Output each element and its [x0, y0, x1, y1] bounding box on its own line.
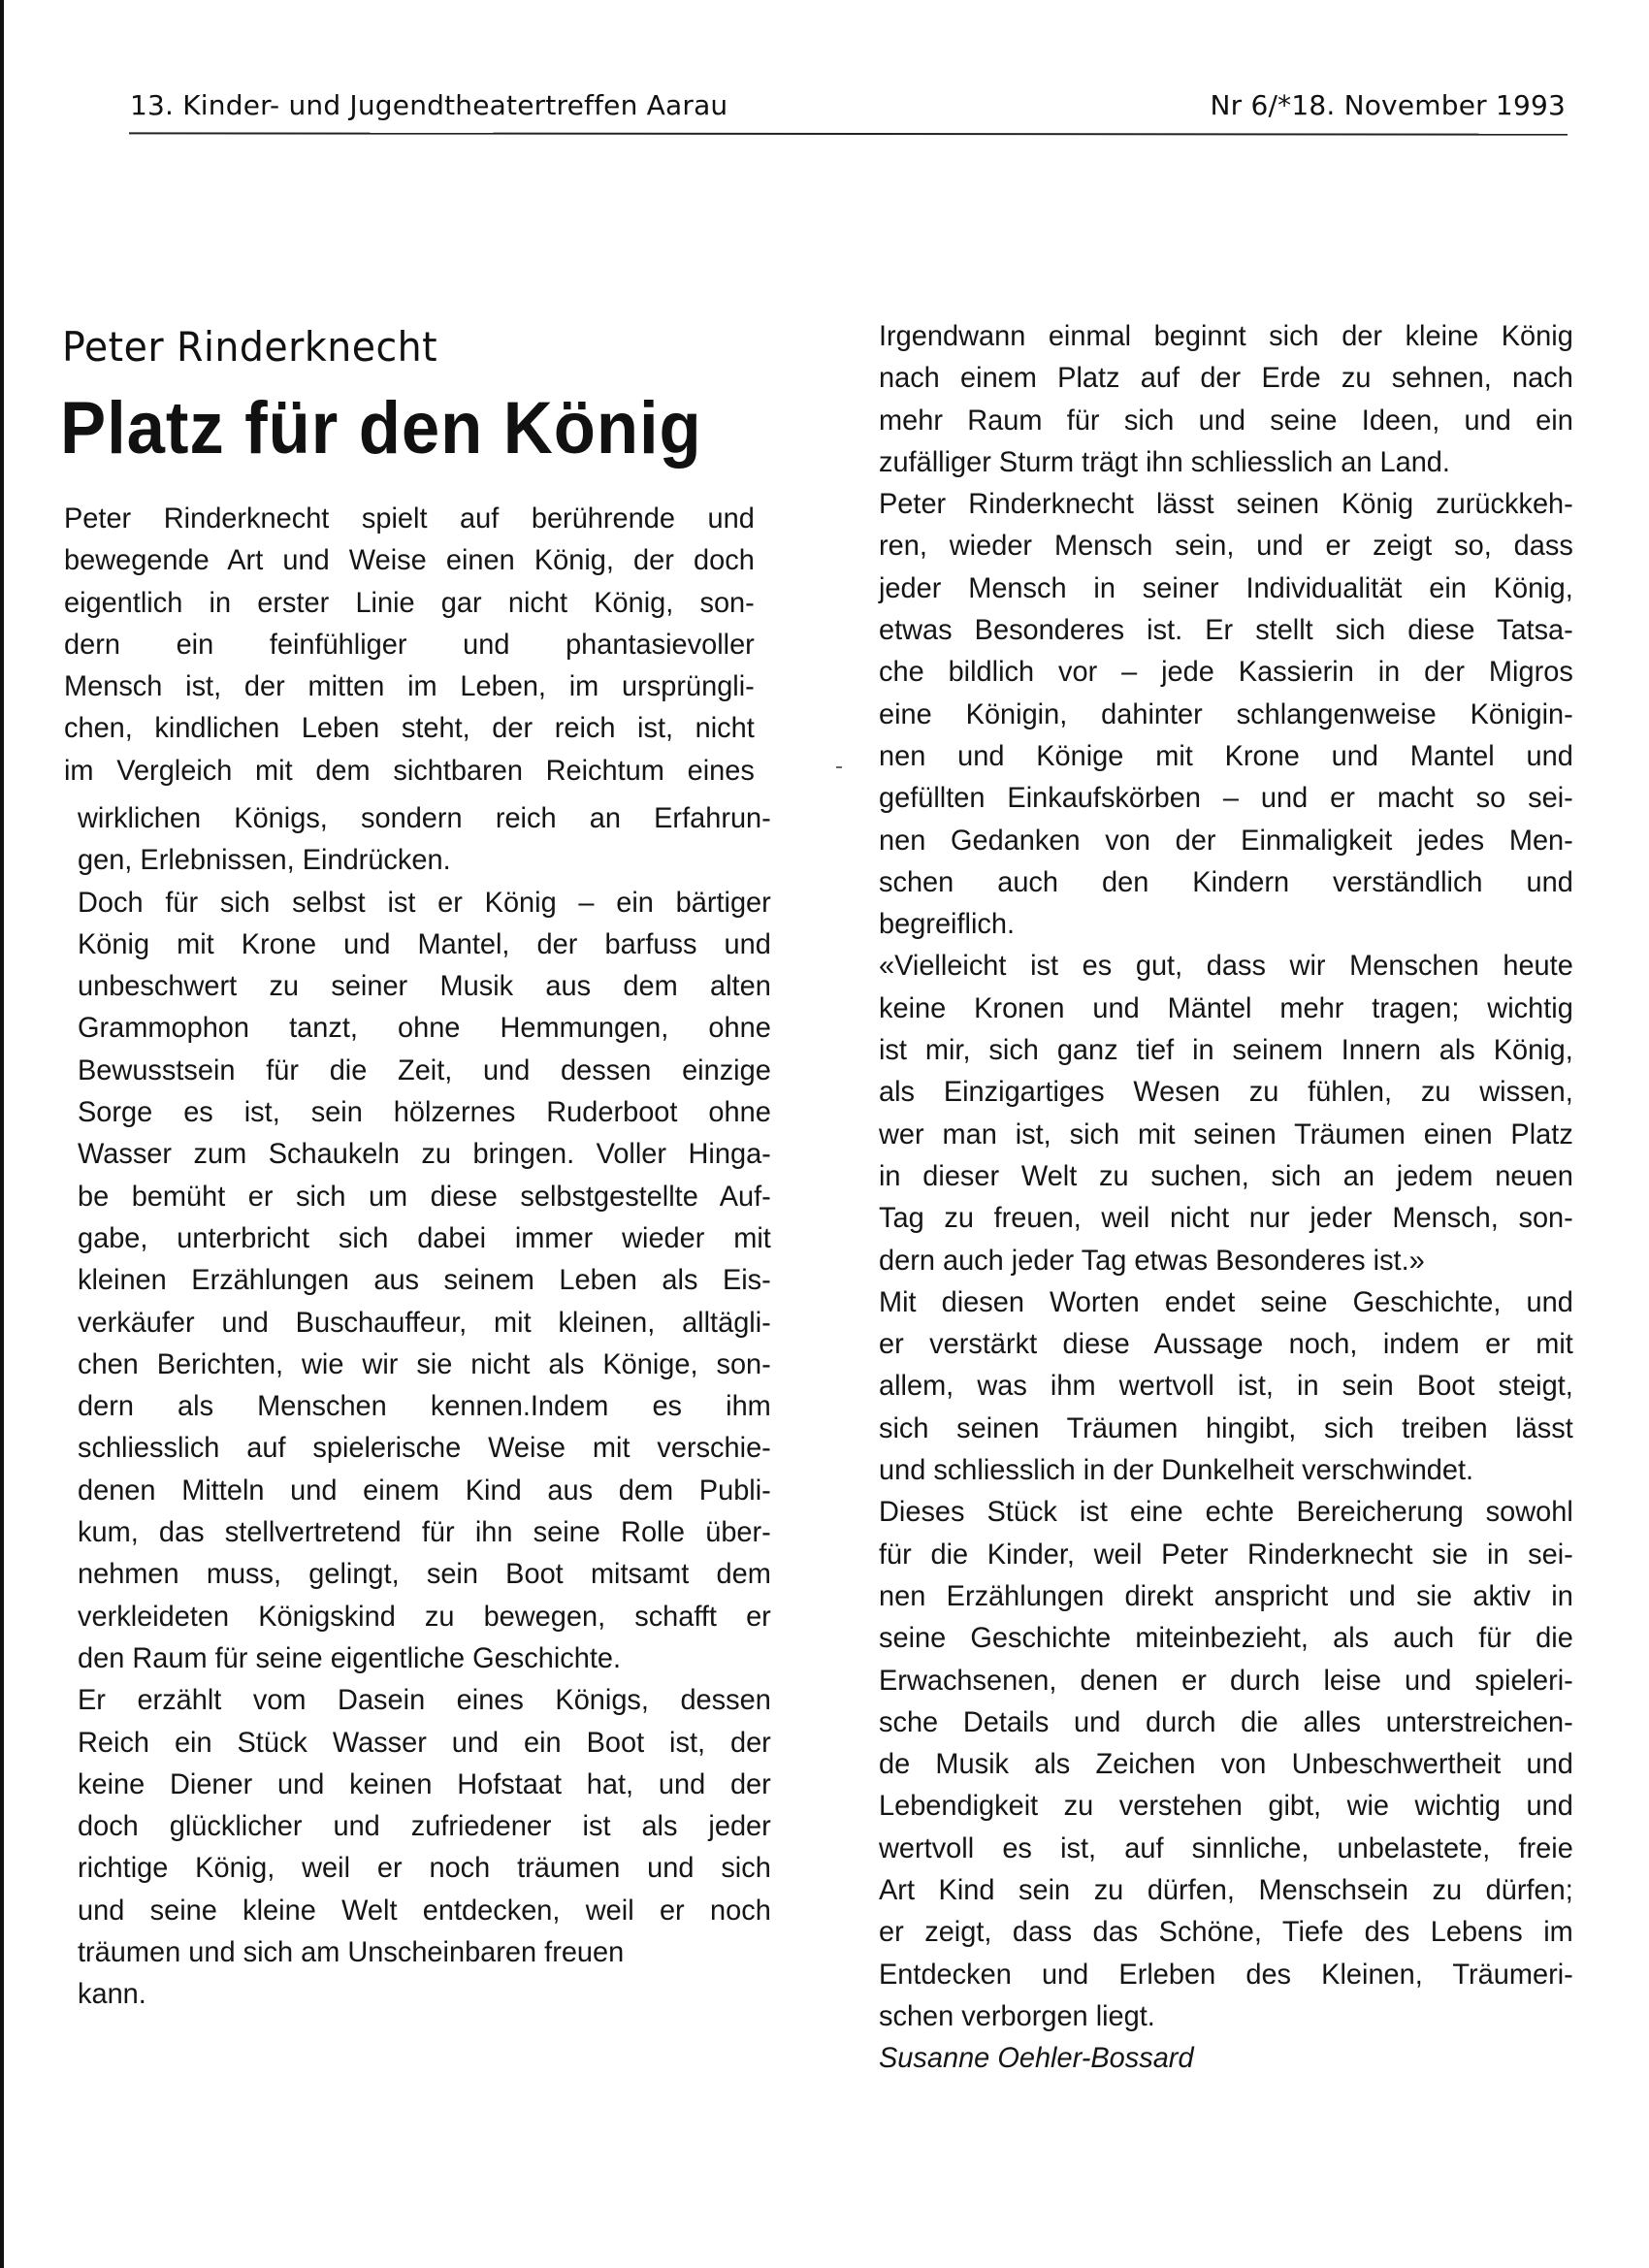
text-line: denen Mitteln und einem Kind aus dem Publi- [78, 1474, 771, 1507]
right-column [879, 315, 1573, 2079]
text-line: Mensch ist, der mitten im Leben, im ursprüngli- [64, 670, 755, 703]
text-line: nen Gedanken von der Einmaligkeit jedes Men- [879, 824, 1573, 857]
text-line: Tag zu freuen, weil nicht nur jeder Mensch, son- [879, 1202, 1573, 1235]
text-line: zufälliger Sturm trägt ihn schliesslich an Land. [879, 445, 1450, 478]
text-line: eigentlich in erster Linie gar nicht König, son- [64, 586, 755, 619]
text-line: König mit Krone und Mantel, der barfuss und [78, 927, 771, 960]
text-line: Erwachsenen, denen er durch leise und spieleri- [879, 1664, 1573, 1697]
text-line: mehr Raum für sich und seine Ideen, und ein [879, 404, 1573, 437]
text-line: und schliesslich in der Dunkelheit verschwindet. [879, 1454, 1474, 1487]
text-line: jeder Mensch in seiner Individualität ein König, [879, 571, 1573, 604]
text-line: kann. [78, 1978, 146, 2011]
text-line: in dieser Welt zu suchen, sich an jedem neuen [879, 1159, 1573, 1192]
text-line: gefüllten Einkaufskörben – und er macht so sei- [879, 782, 1573, 815]
header-rule [129, 132, 1568, 135]
text-line: Bewusstsein für die Zeit, und dessen einzige [78, 1053, 771, 1086]
text-line: Peter Rinderknecht lässt seinen König zurückkeh- [879, 488, 1573, 521]
text-line: gabe, unterbricht sich dabei immer wieder mit [78, 1221, 771, 1254]
text-line: be bemüht er sich um diese selbstgestellte Auf- [78, 1180, 771, 1213]
left-column-bottom [78, 797, 771, 2016]
text-line: «Vielleicht ist es gut, dass wir Menschen heute [879, 950, 1573, 983]
text-line: Sorge es ist, sein hölzernes Ruderboot ohne [78, 1096, 771, 1129]
text-line: nach einem Platz auf der Erde zu sehnen, nach [879, 362, 1573, 395]
text-line: träumen und sich am Unscheinbaren freuen [78, 1936, 625, 1969]
header-issue-date: Nr 6/*18. November 1993 [1210, 89, 1566, 121]
text-line: Peter Rinderknecht spielt auf berührende und [64, 502, 755, 535]
text-line: dern ein feinfühliger und phantasievoller [64, 628, 755, 661]
text-line: er zeigt, dass das Schöne, Tiefe des Lebens im [879, 1916, 1573, 1949]
text-line: Wasser zum Schaukeln zu bringen. Voller Hinga- [78, 1138, 771, 1171]
text-line: eine Königin, dahinter schlangenweise Königin- [879, 697, 1573, 730]
text-line: nen und Könige mit Krone und Mantel und [879, 739, 1573, 772]
text-line: doch glücklicher und zufriedener ist als jeder [78, 1810, 771, 1843]
text-line: Reich ein Stück Wasser und ein Boot ist, der [78, 1726, 771, 1759]
text-line: schen auch den Kindern verständlich und [879, 865, 1573, 898]
text-line: etwas Besonderes ist. Er stellt sich diese Tatsa- [879, 614, 1573, 647]
text-line: Entdecken und Erleben des Kleinen, Träumeri- [879, 1958, 1573, 1991]
article-title: Platz für den König [60, 387, 702, 470]
article-signature: Susanne Oehler-Bossard [879, 2042, 1194, 2075]
text-line: er verstärkt diese Aussage noch, indem er mit [879, 1328, 1573, 1361]
text-line: Irgendwann einmal beginnt sich der kleine König [879, 320, 1573, 352]
text-line: dern als Menschen kennen.Indem es ihm [78, 1390, 771, 1423]
text-line: den Raum für seine eigentliche Geschichte. [78, 1641, 622, 1674]
text-line: ren, wieder Mensch sein, und er zeigt so, dass [879, 530, 1573, 563]
text-line: allem, was ihm wertvoll ist, in sein Boot steigt, [879, 1370, 1573, 1403]
text-line: sche Details und durch die alles unterstreichen- [879, 1705, 1573, 1738]
scan-speck [836, 766, 842, 768]
text-line: Dieses Stück ist eine echte Bereicherung sowohl [879, 1496, 1573, 1529]
text-line: richtige König, weil er noch träumen und sich [78, 1852, 771, 1885]
text-line: keine Diener und keinen Hofstaat hat, und der [78, 1767, 771, 1800]
left-column-top [64, 498, 755, 792]
text-line: als Einzigartiges Wesen zu fühlen, zu wissen, [879, 1076, 1573, 1109]
text-line: chen, kindlichen Leben steht, der reich ist, nicht [64, 712, 755, 745]
text-line: wirklichen Königs, sondern reich an Erfahrun- [78, 802, 771, 834]
text-line: schliesslich auf spielerische Weise mit verschie- [78, 1432, 771, 1465]
text-line: kum, das stellvertretend für ihn seine Rolle über- [78, 1516, 771, 1549]
text-line: gen, Erlebnissen, Eindrücken. [78, 844, 451, 877]
text-line: Doch für sich selbst ist er König – ein bärtiger [78, 886, 771, 919]
text-line: wertvoll es ist, auf sinnliche, unbelastete, freie [879, 1831, 1573, 1864]
text-line: Lebendigkeit zu verstehen gibt, wie wichtig und [879, 1790, 1573, 1823]
text-line: nen Erzählungen direkt anspricht und sie aktiv in [879, 1579, 1573, 1612]
text-line: kleinen Erzählungen aus seinem Leben als Eis- [78, 1264, 771, 1297]
text-line: und seine kleine Welt entdecken, weil er noch [78, 1894, 771, 1927]
text-line: sich seinen Träumen hingibt, sich treiben lässt [879, 1411, 1573, 1444]
text-line: seine Geschichte miteinbezieht, als auch für die [879, 1622, 1573, 1655]
header-publication: 13. Kinder- und Jugendtheatertreffen Aarau [130, 89, 728, 121]
text-line: unbeschwert zu seiner Musik aus dem alten [78, 970, 771, 1003]
text-line: de Musik als Zeichen von Unbeschwertheit und [879, 1748, 1573, 1781]
text-line: wer man ist, sich mit seinen Träumen einen Platz [879, 1118, 1573, 1150]
text-line: keine Kronen und Mäntel mehr tragen; wichtig [879, 991, 1573, 1024]
text-line: nehmen muss, gelingt, sein Boot mitsamt dem [78, 1558, 771, 1591]
article-author: Peter Rinderknecht [62, 323, 438, 371]
text-line: verkleideten Königskind zu bewegen, schafft er [78, 1600, 771, 1633]
text-line: ist mir, sich ganz tief in seinem Innern als König, [879, 1034, 1573, 1067]
text-line: Art Kind sein zu dürfen, Menschsein zu dürfen; [879, 1873, 1573, 1906]
text-line: che bildlich vor – jede Kassierin in der Migros [879, 656, 1573, 689]
text-line: im Vergleich mit dem sichtbaren Reichtum eines [64, 754, 755, 787]
scan-page-edge [0, 0, 4, 2268]
text-line: bewegende Art und Weise einen König, der doch [64, 544, 755, 577]
text-line: chen Berichten, wie wir sie nicht als Könige, son- [78, 1347, 771, 1380]
text-line: Er erzählt vom Dasein eines Königs, dessen [78, 1684, 771, 1717]
text-line: für die Kinder, weil Peter Rinderknecht sie in sei- [879, 1538, 1573, 1571]
text-line: Grammophon tanzt, ohne Hemmungen, ohne [78, 1012, 771, 1045]
text-line: schen verborgen liegt. [879, 1999, 1155, 2032]
text-line: verkäufer und Buschauffeur, mit kleinen, alltägli- [78, 1306, 771, 1339]
text-line: begreiflich. [879, 908, 1016, 941]
text-line: dern auch jeder Tag etwas Besonderes ist.» [879, 1244, 1425, 1277]
text-line: Mit diesen Worten endet seine Geschichte, und [879, 1285, 1573, 1318]
